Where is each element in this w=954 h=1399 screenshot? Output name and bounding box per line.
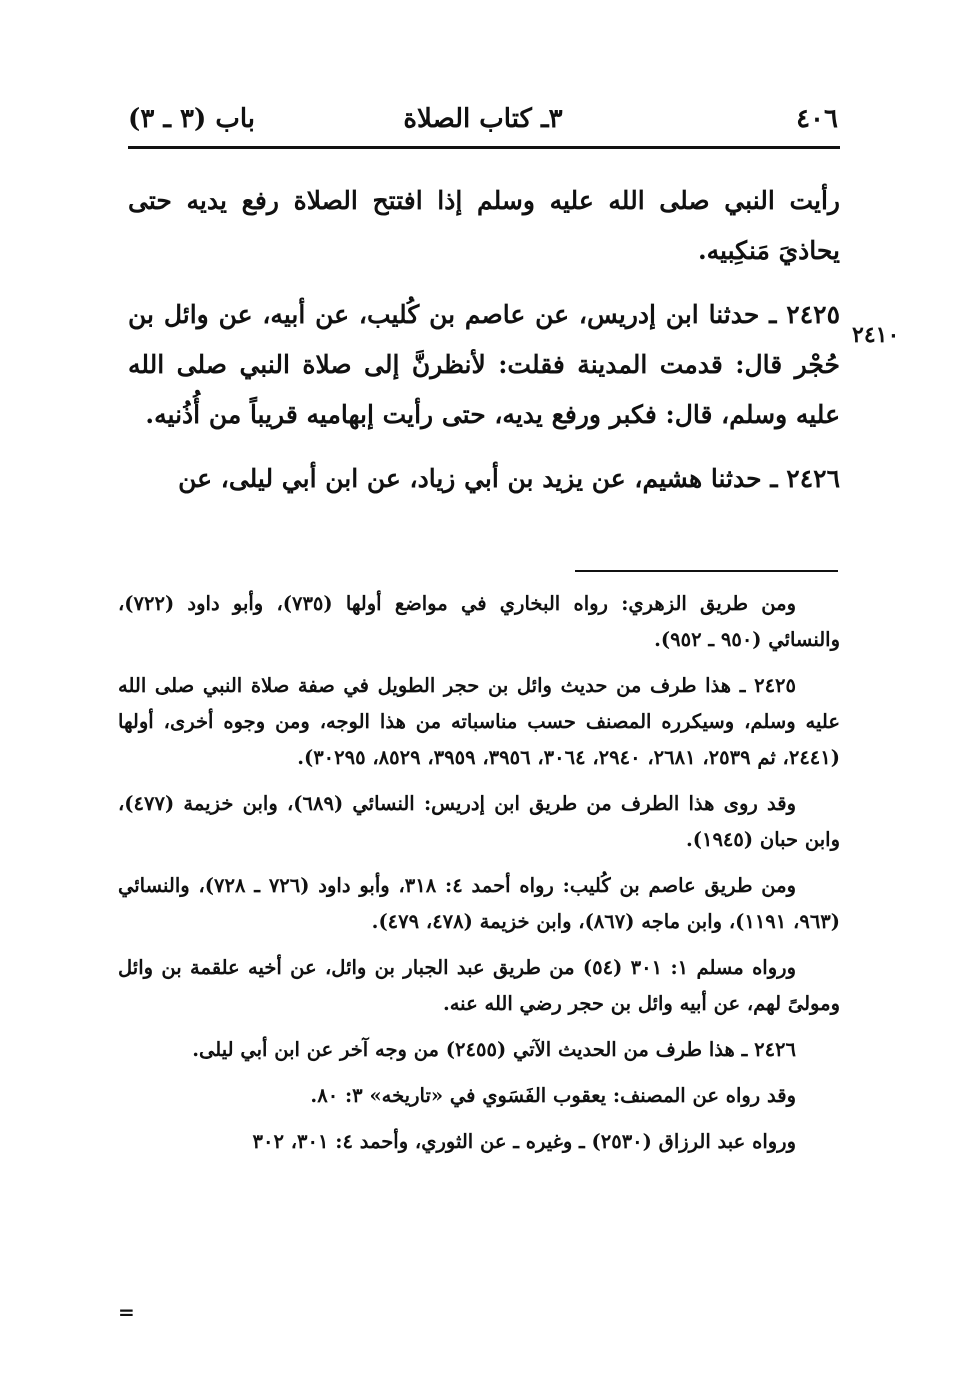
chapter-title: ٣ـ كتاب الصلاة <box>403 104 563 134</box>
continuation-mark: = <box>118 1300 135 1324</box>
footnote-divider <box>575 570 838 572</box>
footnote-paragraph: ورواه مسلم ١: ٣٠١ (٥٤) من طريق عبد الجبار بن وائل، عن أخيه علقمة بن وائل ومولىً لهم، عن أبيه وائل بن حجر رضي الله عنه. <box>118 956 840 1015</box>
hadith-2425: ٢٤٢٥ ـ حدثنا ابن إدريس، عن عاصم بن كُليب، عن أبيه، عن وائل بن حُجْر قال: قدمت المدينة فقلت: لأنظرنَّ إلى صلاة النبي صلى الله عليه وسلم، قال: فكبر ورفع يديه، حتى رأيت إبهاميه قريباً من أُذُنيه. <box>128 300 840 429</box>
footnote-paragraph: ورواه عبد الرزاق (٢٥٣٠) ـ وغيره ـ عن الثوري، وأحمد ٤: ٣٠١، ٣٠٢ <box>252 1130 796 1153</box>
footnote-paragraph: ومن طريق الزهري: رواه البخاري في مواضع أولها (٧٣٥)، وأبو داود (٧٢٢)، والنسائي (٩٥٠ ـ ٩٥٢). <box>118 592 840 651</box>
header-divider <box>128 146 840 149</box>
footnote-paragraph: وقد روى هذا الطرف من طريق ابن إدريس: النسائي (٦٨٩)، وابن خزيمة (٤٧٧)، وابن حبان (١٩٤٥). <box>118 792 840 851</box>
footnote-paragraph: وقد رواه عن المصنف: يعقوب الفَسَوي في «تاريخه» ٣: ٨٠. <box>310 1084 796 1107</box>
margin-hadith-number: ٢٤١٠ <box>852 322 900 348</box>
section-reference: باب (٣ ـ ٣) <box>128 104 255 134</box>
footnote-paragraph: ٢٤٢٥ ـ هذا طرف من حديث وائل بن حجر الطويل في صفة صلاة النبي صلى الله عليه وسلم، وسيكرره المصنف حسب مناسباته من هذا الوجه، ومن وجوه أخرى، أولها (٢٤٤١، ثم ٢٥٣٩، ٢٦٨١، ٢٩٤٠، ٣٠٦٤، ٣٩٥٦، ٣٩٥٩، ٨٥٢٩، ٣٠٢٩٥). <box>118 674 840 769</box>
footnotes <box>118 586 840 1170</box>
footnote-paragraph: ومن طريق عاصم بن كُليب: رواه أحمد ٤: ٣١٨، وأبو داود (٧٢٦ ـ ٧٢٨)، والنسائي (٩٦٣، ١١٩١)، وابن ماجه (٨٦٧)، وابن خزيمة (٤٧٨، ٤٧٩). <box>118 874 840 933</box>
footnote-paragraph: ٢٤٢٦ ـ هذا طرف من الحديث الآتي (٢٤٥٥) من وجه آخر عن ابن أبي ليلى. <box>192 1038 796 1061</box>
main-paragraph-continuation: رأيت النبي صلى الله عليه وسلم إذا افتتح الصلاة رفع يديه حتى يحاذيَ مَنكِبيه. <box>128 186 840 265</box>
main-text <box>128 176 840 518</box>
page-number: ٤٠٦ <box>796 104 838 134</box>
hadith-2426: ٢٤٢٦ ـ حدثنا هشيم، عن يزيد بن أبي زياد، عن ابن أبي ليلى، عن <box>178 464 840 493</box>
page-header <box>128 104 838 144</box>
